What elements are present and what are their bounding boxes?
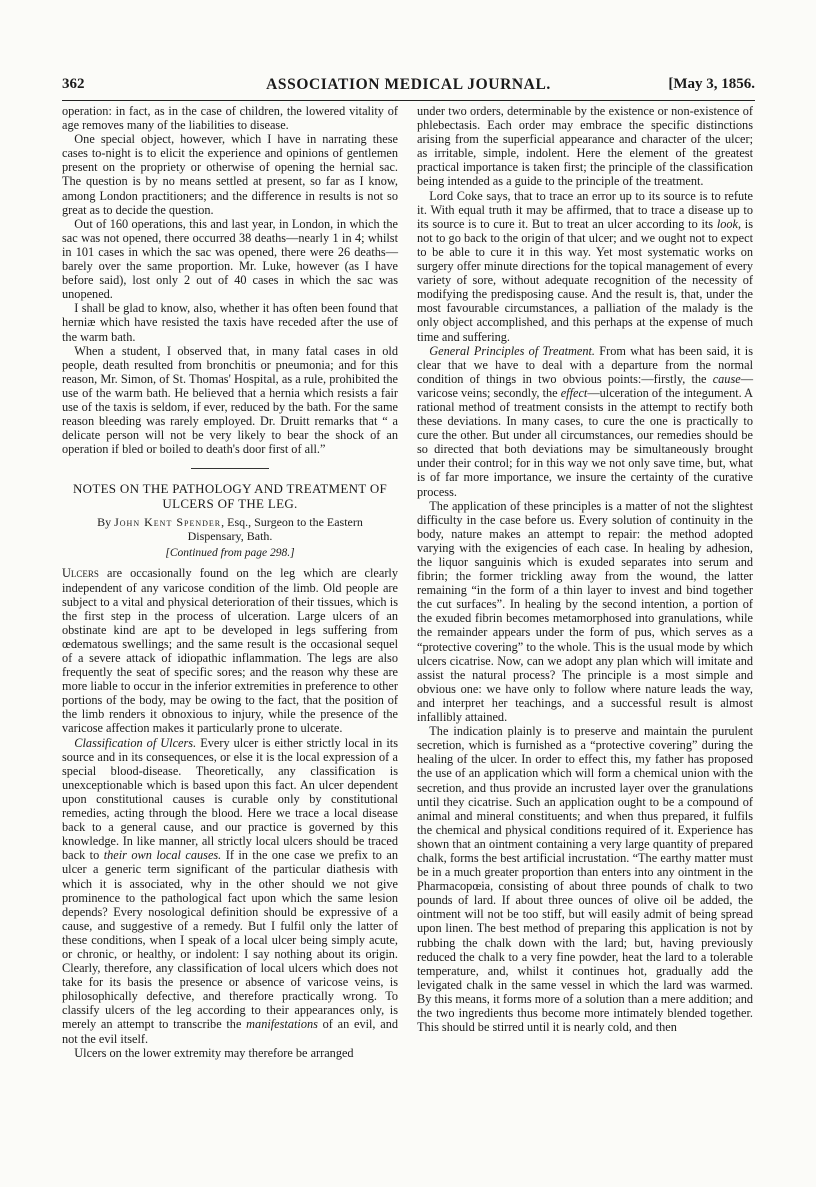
paragraph: One special object, however, which I have in narrating these cases to-night is to elicit the experience and opinions of gentlemen present on the propriety or otherwise of opening the hernial sac. The question is by no means settled at present, so far as I know, among London practitioners; and the difference in results is not so great as to decide the question. — [62, 132, 398, 217]
paragraph: General Principles of Treatment. From what has been said, it is clear that we have to deal with a departure from the normal condition of things in two obvious points:—firstly, the cause—varicose veins; secondly, the effect—ulceration of the integument. A rational method of treatment consists in the attempt to rectify both these deviations. In many cases, to cure the one is practically to cure the other. But under all circumstances, our remedies should be so directed that both deviations may be simultaneously brought under their control; for in this way we not only save time, but, what is of far more importance, we insure the certainty of the curative process. — [417, 343, 753, 499]
paragraph: The application of these principles is a matter of not the slightest difficulty in the case before us. Every solution of continuity in the body, nature makes an attempt to repair: the method adopted varying with the exigencies of each case. In healing by adhesion, the liquor sanguinis which is exuded separates into serum and fibrin; the former trickling away from the wound, the latter remaining “in the form of a thin layer to invest and bind together the cut surfaces”. In healing by the second intention, a portion of the exuded fibrin becomes metamorphosed into granulations, while the remainder appears under the form of pus, which serves as a “protective covering” to the whole. This is the usual mode by which ulcers cicatrise. Now, can we adopt any plan which will imitate and assist the natural process? The principle is a most simple and obvious one: we have only to follow where nature leads the way, and interpret her teachings, and a successful result is almost infallibly attained. — [417, 498, 753, 725]
page-number: 362 — [62, 76, 85, 92]
left-column — [62, 104, 398, 1060]
section-heading: Classification of Ulcers. — [74, 735, 197, 750]
paragraph: Out of 160 operations, this and last year, in London, in which the sac was not opened, there occurred 38 deaths—nearly 1 in 4; whilst in 101 cases in which the sac was opened, there were 26 deaths—barely over the same proportion. Mr. Luke, however (as I have before said), lost only 2 out of 40 cases in which the sac was unopened. — [62, 216, 398, 302]
continued-note: [Continued from page 298.] — [165, 547, 295, 560]
paragraph: Ulcers are occasionally found on the leg which are clearly independent of any varicose condition of the limb. Old people are subject to a vital and physical deterioration of their tissues, which is the first step in the process of ulceration. Large ulcers of an obstinate kind are apt to be developed in legs suffering from œdematous swellings; and the same result is the occasional sequel of a severe attack of idiopathic inflammation. The legs are also frequently the seat of specific sores; and the reason why these are more liable to occur in the inferior extremities in preference to other portions of the body, may be owing to the fact, that the position of the limb renders it obnoxious to injury, while the presence of the varicose affection makes it particularly prone to ulcerate. — [62, 566, 398, 736]
paragraph: operation: in fact, as in the case of children, the lowered vitality of age removes many of the liabilities to disease. — [62, 104, 398, 133]
author-description: , Esq., Surgeon to the Eastern Dispensary, Bath. — [187, 515, 363, 544]
issue-date: [May 3, 1856. — [668, 76, 755, 92]
running-header — [62, 76, 755, 98]
section-heading: General Principles of Treatment. — [429, 343, 596, 358]
byline-by: By — [97, 515, 112, 530]
paragraph: under two orders, determinable by the existence or non-existence of phlebectasis. Each order may embrace the specific distinctions arising from the superficial appearance and character of the ulcer; as irritable, simple, indolent. Here the element of the greatest practical importance is taken first; the principle of the classification being intended as a guide to the principle of the treatment. — [417, 104, 753, 189]
lead-word: Ulcers — [62, 566, 99, 581]
paragraph: When a student, I observed that, in many fatal cases in old people, death resulted from bronchitis or pneumonia; and for this reason, Mr. Simon, of St. Thomas' Hospital, as a rule, prohibited the use of the warm bath. He believed that a hernia which resists a fair use of the taxis is seldom, if ever, reduced by the bath. For the same reason bleeding was rarely employed. Dr. Druitt remarks that “ a delicate person will not be very likely to bear the shock of an operation if bled or boiled to death's door first of all.” — [62, 343, 398, 457]
header-rule — [62, 100, 755, 101]
paragraph: I shall be glad to know, also, whether it has often been found that herniæ which have resisted the taxis have receded after the use of the warm bath. — [62, 301, 398, 344]
section-divider — [191, 468, 269, 469]
right-column — [417, 104, 753, 1034]
article-title: NOTES ON THE PATHOLOGY AND TREATMENT OF ULCERS OF THE LEG. — [72, 481, 388, 512]
paragraph: Classification of Ulcers. Every ulcer is either strictly local in its source and in its consequences, or else it is the local expression of a special blood-disease. Theoretically, any classification is unexceptionable which is based upon this fact. An ulcer dependent upon constitutional causes is curable only by constitutional remedies, acting through the blood. Here we trace a local disease back to a general cause, and our practice is governed by this knowledge. In like manner, all strictly local ulcers should be traced back to their own local causes. If in the one case we prefix to an ulcer a generic term significant of the particular diathesis with which it is associated, why in the other should we not give prominence to the pathological fact upon which the same lesion depends? Every nosological definition should be expressive of a cause, and suggestive of a remedy. But I fulfil only the latter of these conditions, when I speak of a local ulcer being simply acute, or chronic, or healthy, or indolent: I say nothing about its origin. Clearly, therefore, any classification of local ulcers which does not take for its basis the presence or absence of varicose veins, is philosophically defective, and therefore practically wrong. To classify ulcers of the leg according to their appearances only, is merely an attempt to transcribe the manifestations of an evil, and not the evil itself. — [62, 735, 399, 1046]
paragraph: Lord Coke says, that to trace an error up to its source is to refute it. With equal truth it may be affirmed, that to trace a disease up to its source is to cure it. But to treat an ulcer according to its look, is not to go back to the origin of that ulcer; and we ought not to expect to be able to cure it in this way. Yet most systematic works on surgery offer minute directions for the topical management of every variety of sore, without adequate recognition of the necessity of modifying the predisposing cause. And the result is, that, under the most favourable circumstances, a palliation of the malady is the only object accomplished, and this perhaps at the expense of much time and suffering. — [417, 188, 753, 344]
byline — [72, 515, 388, 543]
paragraph: Ulcers on the lower extremity may therefore be arranged — [74, 1045, 354, 1060]
journal-title: ASSOCIATION MEDICAL JOURNAL. — [266, 76, 551, 93]
paragraph: The indication plainly is to preserve and maintain the purulent secretion, which is furnished as a “protective covering” during the healing of the ulcer. In order to effect this, my father has proposed the use of an application which will form a chemical union with the secretion, and thus provide an incrusted layer over the granulations until they cicatrise. Such an application ought to be a compound of animal and mineral constituents; and when thus prepared, it fulfils the chemical and physical conditions required of it. Experience has shown that an ointment containing a very large quantity of prepared chalk, forms the best artificial incrustation. “The earthy matter must be in a much greater proportion than enters into any ointment in the Pharmacopœia, consisting of about three pounds of chalk to two pounds of lard. If about three ounces of olive oil be added, the ointment will not be too stiff, but will easily admit of being spread upon linen. The best method of preparing this application is not by rubbing the chalk down with the lard; but, having previously reduced the chalk to a very fine powder, heat the lard to a tolerable temperature, and, whilst it continues hot, gradually add the levigated chalk in the same vessel in which the lard was warmed. By this means, it forms more of a solution than a mere addition; and the two ingredients thus become more intimately blended together. This should be stirred until it is nearly cold, and then — [417, 724, 753, 1035]
author-name: John Kent Spender — [114, 515, 222, 530]
